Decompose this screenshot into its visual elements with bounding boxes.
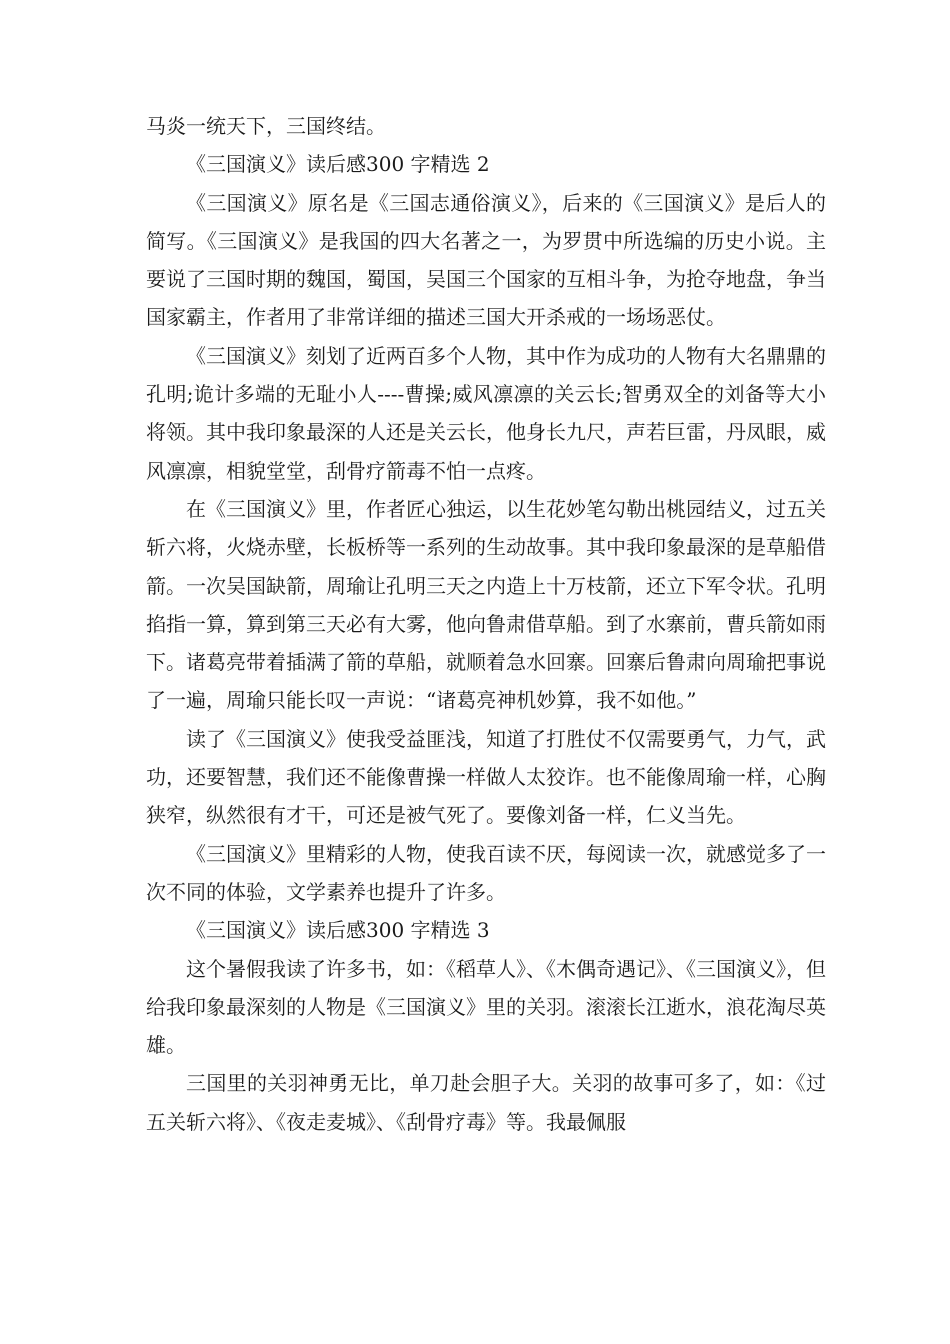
paragraph: 三国里的关羽神勇无比，单刀赴会胆子大。关羽的故事可多了，如：《过五关斩六将》、《夜走麦城》、《刮骨疗毒》等。我最佩服 (146, 1071, 826, 1134)
paragraph: 《三国演义》里精彩的人物，使我百读不厌，每阅读一次，就感觉多了一次不同的体验，文学素养也提升了许多。 (146, 841, 826, 904)
paragraph: 这个暑假我读了许多书，如：《稻草人》、《木偶奇遇记》、《三国演义》，但给我印象最深刻的人物是《三国演义》里的关羽。滚滚长江逝水，浪花淘尽英雄。 (146, 956, 826, 1058)
paragraph-continuation: 马炎一统天下，三国终结。 (146, 114, 386, 138)
paragraph: 在《三国演义》里，作者匠心独运，以生花妙笔勾勒出桃园结义，过五关斩六将，火烧赤壁，长板桥等一系列的生动故事。其中我印象最深的是草船借箭。一次吴国缺箭，周瑜让孔明三天之内造上十万枝箭，还立下军令状。孔明掐指一算，算到第三天必有大雾，他向鲁肃借草船。到了水寨前，曹兵箭如雨下。诸葛亮带着插满了箭的草船，就顺着急水回寨。回寨后鲁肃向周瑜把事说了一遍，周瑜只能长叹一声说：“诸葛亮神机妙算，我不如他。” (146, 496, 826, 713)
document-page (146, 107, 826, 1141)
paragraph: 读了《三国演义》使我受益匪浅，知道了打胜仗不仅需要勇气，力气，武功，还要智慧，我们还不能像曹操一样做人太狡诈。也不能像周瑜一样，心胸狭窄，纵然很有才干，可还是被气死了。要像刘备一样，仁义当先。 (146, 726, 826, 828)
section-heading-3: 《三国演义》读后感300 字精选 3 (186, 918, 490, 943)
paragraph: 《三国演义》刻划了近两百多个人物，其中作为成功的人物有大名鼎鼎的孔明;诡计多端的无耻小人----曹操;威风凛凛的关云长;智勇双全的刘备等大小将领。其中我印象最深的人还是关云长，他身长九尺，声若巨雷，丹凤眼，威风凛凛，相貌堂堂，刮骨疗箭毒不怕一点疼。 (146, 343, 826, 483)
paragraph: 《三国演义》原名是《三国志通俗演义》，后来的《三国演义》是后人的简写。《三国演义》是我国的四大名著之一，为罗贯中所选编的历史小说。主要说了三国时期的魏国，蜀国，吴国三个国家的互相斗争，为抢夺地盘，争当国家霸主，作者用了非常详细的描述三国大开杀戒的一场场恶仗。 (146, 190, 826, 330)
section-heading-2: 《三国演义》读后感300 字精选 2 (186, 152, 490, 177)
